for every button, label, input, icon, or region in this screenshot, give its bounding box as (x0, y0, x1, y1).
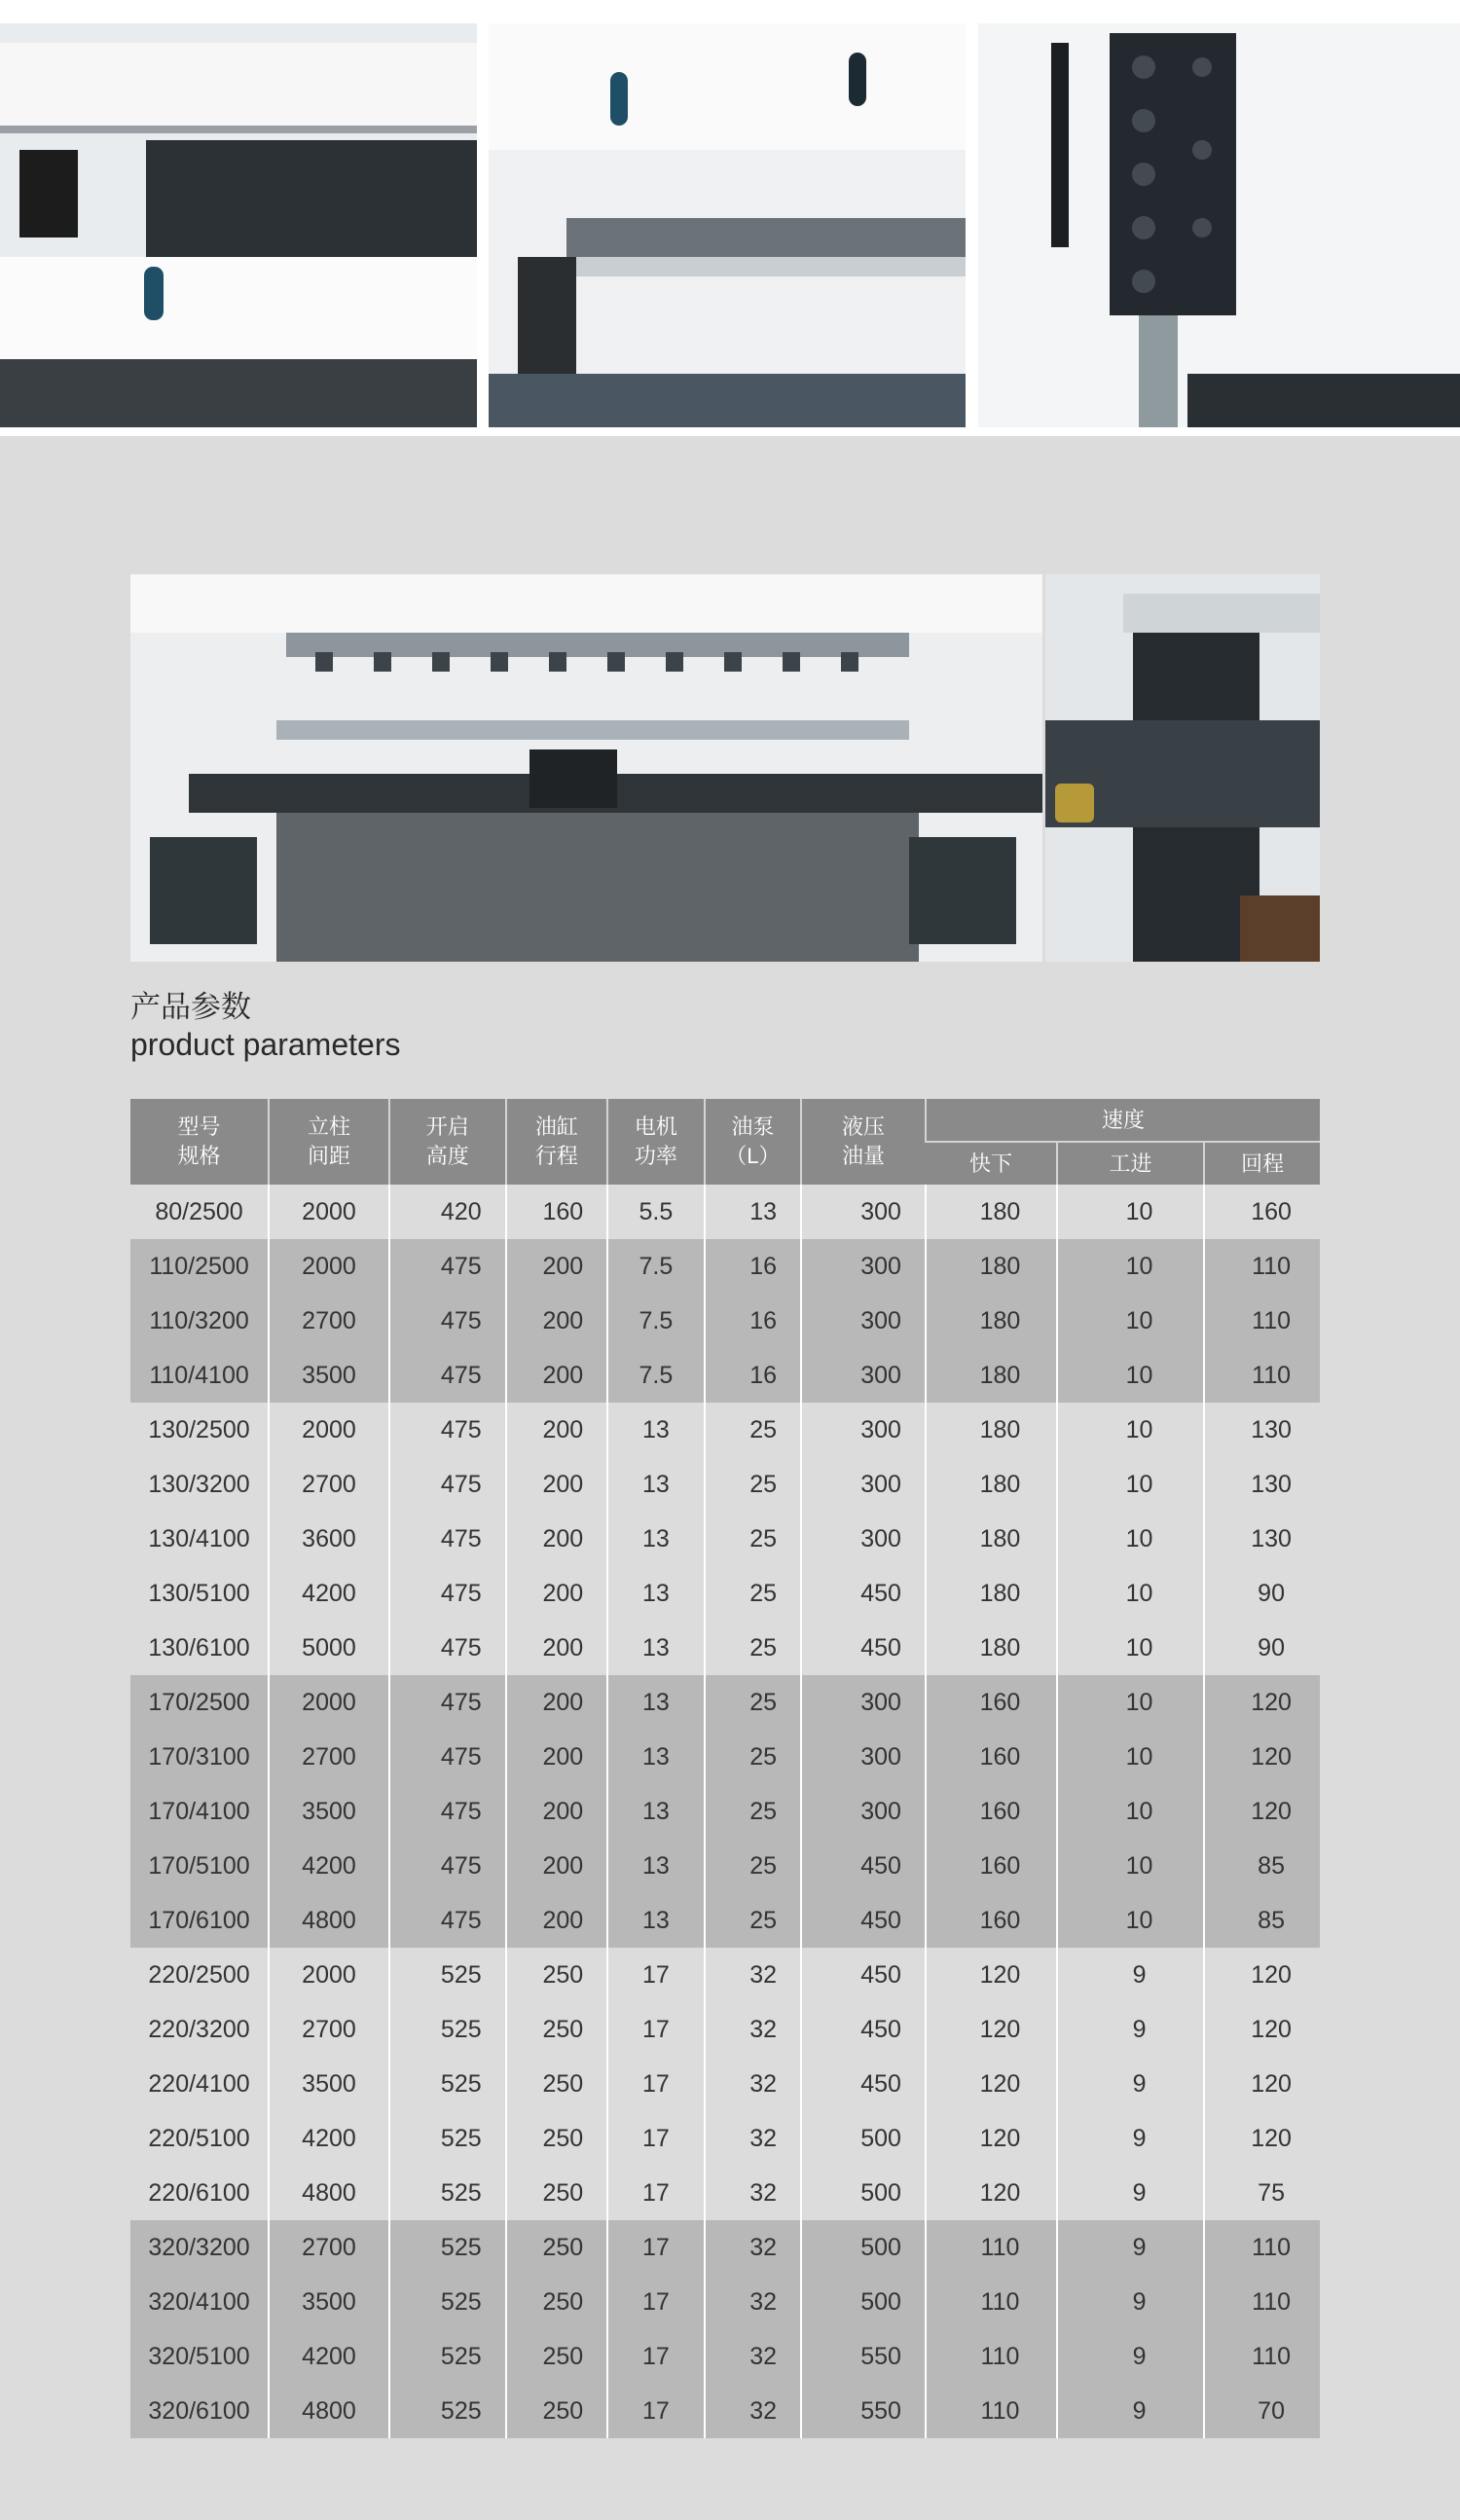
table-cell: 160 (926, 1784, 1057, 1839)
table-cell: 130 (1204, 1457, 1320, 1512)
table-cell: 420 (389, 1185, 506, 1239)
table-cell: 200 (506, 1239, 608, 1294)
table-cell: 16 (705, 1239, 801, 1294)
table-row (130, 1185, 1320, 1239)
header-speed: 速度 (926, 1099, 1320, 1142)
table-cell: 200 (506, 1839, 608, 1893)
table-cell: 17 (607, 1948, 704, 2002)
table-cell: 25 (705, 1730, 801, 1784)
table-cell: 120 (926, 1948, 1057, 2002)
table-row (130, 1566, 1320, 1621)
table-cell: 10 (1057, 1348, 1204, 1403)
table-row (130, 2111, 1320, 2166)
table-cell: 2700 (269, 1730, 389, 1784)
table-cell: 110 (1204, 2220, 1320, 2275)
table-cell: 525 (389, 2057, 506, 2111)
table-cell: 3500 (269, 2275, 389, 2329)
table-cell: 200 (506, 1784, 608, 1839)
table-row (130, 1294, 1320, 1348)
table-cell: 525 (389, 2275, 506, 2329)
table-cell: 180 (926, 1621, 1057, 1675)
table-cell: 110 (1204, 2329, 1320, 2384)
table-cell: 130/5100 (130, 1566, 269, 1621)
table-cell: 250 (506, 2384, 608, 2438)
table-cell: 10 (1057, 1784, 1204, 1839)
table-cell: 13 (607, 1621, 704, 1675)
table-cell: 180 (926, 1403, 1057, 1457)
table-cell: 25 (705, 1784, 801, 1839)
table-cell: 25 (705, 1512, 801, 1566)
table-cell: 25 (705, 1675, 801, 1730)
table-cell: 32 (705, 2384, 801, 2438)
table-cell: 85 (1204, 1839, 1320, 1893)
table-cell: 475 (389, 1457, 506, 1512)
table-cell: 25 (705, 1621, 801, 1675)
table-cell: 2000 (269, 1403, 389, 1457)
table-cell: 475 (389, 1675, 506, 1730)
table-cell: 75 (1204, 2166, 1320, 2220)
table-cell: 130 (1204, 1403, 1320, 1457)
table-cell: 10 (1057, 1566, 1204, 1621)
table-cell: 525 (389, 1948, 506, 2002)
table-cell: 17 (607, 2275, 704, 2329)
table-cell: 160 (506, 1185, 608, 1239)
table-cell: 13 (607, 1839, 704, 1893)
table-cell: 13 (607, 1512, 704, 1566)
table-cell: 120 (926, 2111, 1057, 2166)
table-cell: 4200 (269, 2329, 389, 2384)
machine-photo-left (0, 23, 477, 427)
table-cell: 160 (926, 1893, 1057, 1948)
table-cell: 170/3100 (130, 1730, 269, 1784)
table-cell: 9 (1057, 1948, 1204, 2002)
table-cell: 3500 (269, 1784, 389, 1839)
table-cell: 130/2500 (130, 1403, 269, 1457)
table-cell: 80/2500 (130, 1185, 269, 1239)
table-cell: 9 (1057, 2057, 1204, 2111)
table-row (130, 2166, 1320, 2220)
header-cylinder-stroke: 油缸 行程 (506, 1099, 608, 1185)
table-cell: 450 (801, 1893, 926, 1948)
table-cell: 120 (1204, 1948, 1320, 2002)
table-cell: 130/6100 (130, 1621, 269, 1675)
table-cell: 475 (389, 1348, 506, 1403)
table-cell: 2000 (269, 1239, 389, 1294)
table-cell: 220/2500 (130, 1948, 269, 2002)
table-cell: 300 (801, 1457, 926, 1512)
table-row (130, 1348, 1320, 1403)
table-cell: 220/3200 (130, 2002, 269, 2057)
table-cell: 200 (506, 1294, 608, 1348)
table-cell: 4800 (269, 2166, 389, 2220)
table-cell: 5.5 (607, 1185, 704, 1239)
table-cell: 475 (389, 1239, 506, 1294)
table-cell: 10 (1057, 1839, 1204, 1893)
table-cell: 130 (1204, 1512, 1320, 1566)
table-cell: 120 (1204, 2002, 1320, 2057)
table-cell: 120 (1204, 1675, 1320, 1730)
table-cell: 250 (506, 2002, 608, 2057)
table-cell: 450 (801, 1621, 926, 1675)
table-row (130, 2329, 1320, 2384)
table-cell: 220/5100 (130, 2111, 269, 2166)
table-cell: 5000 (269, 1621, 389, 1675)
table-cell: 25 (705, 1839, 801, 1893)
table-cell: 10 (1057, 1730, 1204, 1784)
table-cell: 475 (389, 1839, 506, 1893)
table-cell: 13 (607, 1893, 704, 1948)
table-row (130, 1457, 1320, 1512)
table-cell: 10 (1057, 1675, 1204, 1730)
table-cell: 10 (1057, 1403, 1204, 1457)
table-cell: 320/3200 (130, 2220, 269, 2275)
table-cell: 17 (607, 2329, 704, 2384)
table-cell: 2000 (269, 1948, 389, 2002)
table-cell: 110/3200 (130, 1294, 269, 1348)
table-cell: 9 (1057, 2166, 1204, 2220)
table-row (130, 2384, 1320, 2438)
table-cell: 110 (1204, 1294, 1320, 1348)
table-cell: 300 (801, 1294, 926, 1348)
table-cell: 250 (506, 2111, 608, 2166)
table-cell: 110 (926, 2275, 1057, 2329)
table-cell: 4200 (269, 1566, 389, 1621)
table-cell: 525 (389, 2002, 506, 2057)
table-cell: 475 (389, 1784, 506, 1839)
table-cell: 170/6100 (130, 1893, 269, 1948)
table-cell: 200 (506, 1457, 608, 1512)
table-cell: 110 (926, 2220, 1057, 2275)
table-cell: 300 (801, 1675, 926, 1730)
table-cell: 450 (801, 2002, 926, 2057)
table-cell: 120 (926, 2057, 1057, 2111)
table-row (130, 2002, 1320, 2057)
table-cell: 10 (1057, 1512, 1204, 1566)
table-cell: 110 (1204, 2275, 1320, 2329)
table-cell: 250 (506, 2057, 608, 2111)
table-cell: 4200 (269, 1839, 389, 1893)
table-row (130, 1621, 1320, 1675)
table-cell: 32 (705, 2220, 801, 2275)
header-pump: 油泵 （L） (705, 1099, 801, 1185)
table-row (130, 1512, 1320, 1566)
table-cell: 4200 (269, 2111, 389, 2166)
table-row (130, 1784, 1320, 1839)
table-cell: 90 (1204, 1566, 1320, 1621)
table-cell: 90 (1204, 1621, 1320, 1675)
table-cell: 120 (1204, 2057, 1320, 2111)
header-model: 型号 规格 (130, 1099, 269, 1185)
table-cell: 2000 (269, 1185, 389, 1239)
table-cell: 70 (1204, 2384, 1320, 2438)
table-cell: 120 (1204, 1730, 1320, 1784)
table-cell: 160 (926, 1675, 1057, 1730)
table-cell: 180 (926, 1348, 1057, 1403)
table-cell: 300 (801, 1348, 926, 1403)
header-hydraulic-oil: 液压 油量 (801, 1099, 926, 1185)
table-cell: 9 (1057, 2275, 1204, 2329)
table-cell: 32 (705, 2002, 801, 2057)
table-cell: 13 (607, 1730, 704, 1784)
section-title-english: product parameters (130, 1027, 401, 1062)
table-cell: 300 (801, 1784, 926, 1839)
table-row (130, 1730, 1320, 1784)
table-cell: 16 (705, 1348, 801, 1403)
table-cell: 475 (389, 1621, 506, 1675)
table-cell: 250 (506, 2220, 608, 2275)
table-cell: 120 (926, 2002, 1057, 2057)
machine-photo-right (978, 23, 1460, 427)
table-cell: 500 (801, 2111, 926, 2166)
table-row (130, 1893, 1320, 1948)
table-cell: 525 (389, 2329, 506, 2384)
table-cell: 25 (705, 1457, 801, 1512)
table-cell: 17 (607, 2002, 704, 2057)
header-motor-power: 电机 功率 (607, 1099, 704, 1185)
table-cell: 3500 (269, 1348, 389, 1403)
table-cell: 200 (506, 1675, 608, 1730)
table-cell: 300 (801, 1239, 926, 1294)
table-cell: 180 (926, 1239, 1057, 1294)
header-speed-fast-down: 快下 (926, 1142, 1057, 1185)
table-cell: 250 (506, 1948, 608, 2002)
table-cell: 180 (926, 1457, 1057, 1512)
table-cell: 220/6100 (130, 2166, 269, 2220)
table-cell: 180 (926, 1294, 1057, 1348)
table-cell: 120 (1204, 1784, 1320, 1839)
table-cell: 550 (801, 2329, 926, 2384)
table-cell: 17 (607, 2166, 704, 2220)
table-cell: 10 (1057, 1621, 1204, 1675)
table-cell: 300 (801, 1512, 926, 1566)
table-cell: 10 (1057, 1185, 1204, 1239)
table-cell: 475 (389, 1566, 506, 1621)
table-cell: 2700 (269, 2220, 389, 2275)
table-cell: 110/4100 (130, 1348, 269, 1403)
table-row (130, 1948, 1320, 2002)
table-cell: 180 (926, 1512, 1057, 1566)
table-cell: 110 (926, 2384, 1057, 2438)
table-cell: 475 (389, 1730, 506, 1784)
table-cell: 120 (926, 2166, 1057, 2220)
table-cell: 160 (926, 1839, 1057, 1893)
table-cell: 200 (506, 1893, 608, 1948)
table-cell: 9 (1057, 2002, 1204, 2057)
ballscrew-photo (1045, 574, 1320, 962)
table-cell: 525 (389, 2220, 506, 2275)
table-cell: 200 (506, 1730, 608, 1784)
table-cell: 220/4100 (130, 2057, 269, 2111)
table-row (130, 2220, 1320, 2275)
table-row (130, 1839, 1320, 1893)
table-cell: 32 (705, 2166, 801, 2220)
table-row (130, 2275, 1320, 2329)
section-title-chinese: 产品参数 (130, 990, 251, 1025)
table-cell: 13 (607, 1566, 704, 1621)
table-cell: 110 (1204, 1239, 1320, 1294)
table-cell: 450 (801, 1948, 926, 2002)
table-cell: 17 (607, 2111, 704, 2166)
table-cell: 13 (607, 1675, 704, 1730)
table-cell: 475 (389, 1294, 506, 1348)
table-cell: 2700 (269, 1457, 389, 1512)
table-row (130, 1675, 1320, 1730)
table-cell: 130/4100 (130, 1512, 269, 1566)
table-cell: 200 (506, 1512, 608, 1566)
table-cell: 9 (1057, 2384, 1204, 2438)
table-cell: 500 (801, 2166, 926, 2220)
table-cell: 300 (801, 1403, 926, 1457)
table-cell: 525 (389, 2166, 506, 2220)
table-cell: 10 (1057, 1893, 1204, 1948)
table-cell: 7.5 (607, 1239, 704, 1294)
table-cell: 320/6100 (130, 2384, 269, 2438)
table-cell: 475 (389, 1403, 506, 1457)
table-cell: 200 (506, 1348, 608, 1403)
table-cell: 180 (926, 1185, 1057, 1239)
table-cell: 32 (705, 2275, 801, 2329)
table-cell: 25 (705, 1566, 801, 1621)
header-speed-work: 工进 (1057, 1142, 1204, 1185)
table-cell: 2000 (269, 1675, 389, 1730)
table-cell: 3500 (269, 2057, 389, 2111)
table-row (130, 1239, 1320, 1294)
table-cell: 25 (705, 1893, 801, 1948)
table-cell: 200 (506, 1566, 608, 1621)
table-cell: 200 (506, 1403, 608, 1457)
table-cell: 16 (705, 1294, 801, 1348)
table-cell: 500 (801, 2275, 926, 2329)
table-cell: 120 (1204, 2111, 1320, 2166)
table-cell: 180 (926, 1566, 1057, 1621)
table-row (130, 2057, 1320, 2111)
table-cell: 300 (801, 1185, 926, 1239)
table-cell: 3600 (269, 1512, 389, 1566)
table-cell: 170/2500 (130, 1675, 269, 1730)
table-cell: 320/4100 (130, 2275, 269, 2329)
table-cell: 320/5100 (130, 2329, 269, 2384)
header-speed-return: 回程 (1204, 1142, 1320, 1185)
table-cell: 17 (607, 2384, 704, 2438)
parameters-table-body (130, 1185, 1320, 2438)
table-row (130, 1403, 1320, 1457)
table-cell: 500 (801, 2220, 926, 2275)
table-cell: 32 (705, 2111, 801, 2166)
table-cell: 475 (389, 1893, 506, 1948)
table-cell: 10 (1057, 1294, 1204, 1348)
table-cell: 450 (801, 1839, 926, 1893)
table-cell: 13 (607, 1457, 704, 1512)
backgauge-photo (130, 574, 1042, 962)
table-cell: 525 (389, 2111, 506, 2166)
table-cell: 4800 (269, 2384, 389, 2438)
table-cell: 525 (389, 2384, 506, 2438)
table-cell: 160 (1204, 1185, 1320, 1239)
table-cell: 85 (1204, 1893, 1320, 1948)
table-cell: 9 (1057, 2329, 1204, 2384)
table-cell: 250 (506, 2275, 608, 2329)
table-cell: 300 (801, 1730, 926, 1784)
table-cell: 25 (705, 1403, 801, 1457)
table-cell: 17 (607, 2057, 704, 2111)
table-cell: 17 (607, 2220, 704, 2275)
header-column-spacing: 立柱 间距 (269, 1099, 389, 1185)
table-cell: 550 (801, 2384, 926, 2438)
table-cell: 475 (389, 1512, 506, 1566)
table-cell: 13 (607, 1784, 704, 1839)
table-cell: 110 (1204, 1348, 1320, 1403)
table-cell: 170/4100 (130, 1784, 269, 1839)
machine-photo-middle (489, 23, 966, 427)
table-cell: 32 (705, 1948, 801, 2002)
table-cell: 130/3200 (130, 1457, 269, 1512)
table-cell: 13 (705, 1185, 801, 1239)
table-cell: 9 (1057, 2220, 1204, 2275)
table-cell: 13 (607, 1403, 704, 1457)
table-cell: 4800 (269, 1893, 389, 1948)
table-cell: 110 (926, 2329, 1057, 2384)
table-cell: 2700 (269, 2002, 389, 2057)
table-cell: 2700 (269, 1294, 389, 1348)
table-cell: 7.5 (607, 1294, 704, 1348)
table-cell: 450 (801, 1566, 926, 1621)
table-cell: 160 (926, 1730, 1057, 1784)
table-cell: 250 (506, 2329, 608, 2384)
table-cell: 32 (705, 2057, 801, 2111)
table-cell: 7.5 (607, 1348, 704, 1403)
table-cell: 200 (506, 1621, 608, 1675)
table-cell: 10 (1057, 1457, 1204, 1512)
table-cell: 110/2500 (130, 1239, 269, 1294)
table-cell: 10 (1057, 1239, 1204, 1294)
table-cell: 9 (1057, 2111, 1204, 2166)
parameters-table (130, 1099, 1320, 2438)
table-cell: 170/5100 (130, 1839, 269, 1893)
table-cell: 32 (705, 2329, 801, 2384)
table-cell: 450 (801, 2057, 926, 2111)
table-cell: 250 (506, 2166, 608, 2220)
header-open-height: 开启 高度 (389, 1099, 506, 1185)
